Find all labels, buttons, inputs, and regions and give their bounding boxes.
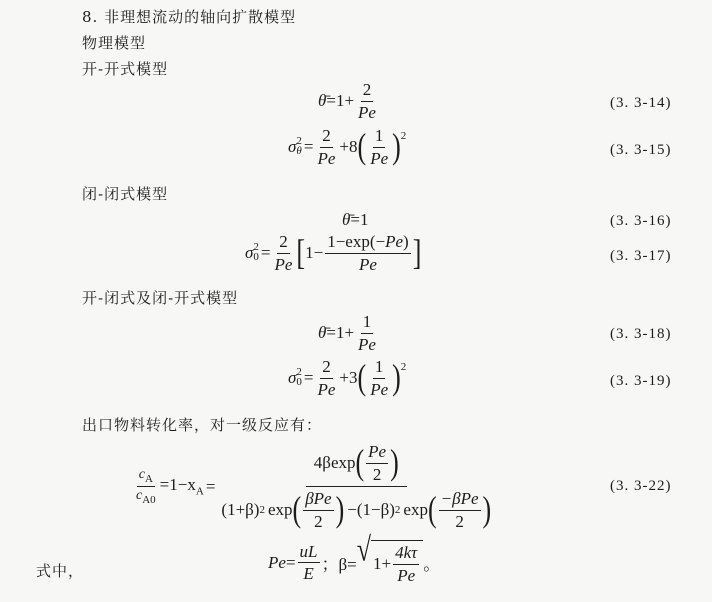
- fraction: [134, 467, 158, 507]
- sup: 2: [253, 241, 259, 254]
- square-root: [356, 530, 424, 585]
- numerator: 2: [320, 126, 333, 148]
- sub: 0: [296, 376, 302, 389]
- minus-one-minus-beta: −(1−β): [347, 500, 395, 520]
- eq-number: (3. 3-19): [610, 373, 672, 389]
- eq-op: =: [260, 243, 271, 263]
- fraction: [315, 126, 337, 168]
- eq-op: [160, 475, 204, 497]
- numerator: −βPe: [439, 489, 481, 511]
- fraction: [303, 489, 333, 531]
- right-paren: ): [392, 357, 401, 398]
- equation-3-3-22: [132, 442, 495, 531]
- equation-definitions: [268, 530, 441, 585]
- sup: 2: [296, 366, 302, 379]
- exp: exp: [403, 500, 428, 520]
- equation-3-3-19: [288, 357, 406, 399]
- fraction: [439, 489, 481, 531]
- section-heading: 8. 非理想流动的轴向扩散模型: [82, 8, 297, 26]
- numerator: [137, 467, 155, 487]
- fraction: [298, 542, 320, 584]
- fraction: [393, 543, 419, 585]
- sup: 2: [394, 503, 401, 516]
- minus-x: =1−x: [159, 475, 196, 495]
- sup: 2: [400, 361, 407, 373]
- fraction: [366, 442, 388, 484]
- semicolon-beta: ；β=: [321, 555, 357, 575]
- numerator: 1: [361, 312, 374, 334]
- eq-op: =1: [350, 210, 369, 229]
- fraction: [368, 357, 390, 399]
- left-bracket: [: [296, 232, 306, 273]
- eq-op: =: [303, 137, 314, 157]
- denominator: 2: [314, 511, 323, 531]
- numerator: 2: [361, 80, 374, 102]
- label-where: 式中，: [36, 562, 85, 580]
- left-paren: (: [427, 489, 437, 530]
- one-plus: 1+: [373, 554, 392, 574]
- fraction: [272, 232, 294, 274]
- denominator: Pe: [274, 254, 293, 274]
- c: c: [138, 466, 145, 482]
- theta-bar: θ̄: [318, 323, 327, 343]
- numerator: 1: [373, 357, 386, 379]
- denominator: Pe: [317, 148, 336, 168]
- equation-3-3-16: [342, 210, 368, 230]
- exp-term: 1−exp(−: [327, 232, 386, 251]
- denominator: Pe: [358, 102, 376, 122]
- numerator: 2: [277, 232, 290, 254]
- eq-number: (3. 3-15): [610, 142, 672, 158]
- sub: A0: [142, 493, 156, 506]
- denominator: Pe: [397, 565, 416, 585]
- equation-3-3-18: [318, 312, 380, 354]
- numerator: [325, 232, 411, 254]
- paren: ): [403, 232, 409, 251]
- denominator: Pe: [358, 334, 376, 354]
- sub: A: [144, 472, 153, 485]
- sup: 2: [259, 503, 265, 516]
- subheading-physical-model: 物理模型: [82, 34, 147, 52]
- equation-3-3-14: [318, 80, 380, 122]
- plus-term: +8: [339, 137, 358, 157]
- sub: θ: [296, 145, 302, 158]
- eq-number: (3. 3-22): [610, 478, 672, 494]
- equation-3-3-17: [245, 232, 421, 274]
- pe: Pe: [385, 232, 404, 251]
- denominator: Pe: [317, 379, 336, 399]
- eq-op: =: [303, 368, 314, 388]
- sup: 2: [400, 130, 407, 142]
- denominator: Pe: [358, 254, 377, 274]
- label-open-open: 开-开式模型: [82, 60, 169, 78]
- numerator: Pe: [366, 442, 388, 464]
- numerator: 4kτ: [393, 543, 419, 565]
- numerator: [306, 442, 407, 487]
- denominator: E: [303, 564, 314, 584]
- label-open-closed: 开-闭式及闭-开式模型: [82, 289, 239, 307]
- radical-sign: √: [356, 530, 372, 569]
- one-minus: 1−: [305, 243, 324, 263]
- eq-number: (3. 3-14): [610, 95, 672, 111]
- right-paren: ): [390, 442, 399, 483]
- right-paren: ): [392, 126, 401, 167]
- right-bracket: ]: [412, 232, 422, 273]
- fraction: [356, 80, 378, 122]
- label-conversion: 出口物料转化率，对一级反应有：: [82, 416, 323, 434]
- denominator: Pe: [370, 148, 389, 168]
- equation-3-3-15: [288, 126, 406, 168]
- left-paren: (: [292, 489, 302, 530]
- fraction: [368, 126, 390, 168]
- eq-number: (3. 3-16): [610, 213, 672, 229]
- numerator: βPe: [303, 489, 333, 511]
- denominator: 2: [455, 511, 464, 531]
- fraction: [325, 232, 411, 274]
- right-paren: ): [335, 489, 345, 530]
- sub: A: [195, 485, 204, 498]
- plus-term: +3: [339, 368, 358, 388]
- c: c: [136, 488, 143, 504]
- sub: 0: [253, 251, 259, 264]
- one-plus-beta: (1+β): [221, 500, 260, 520]
- eq-number: (3. 3-17): [610, 248, 672, 264]
- eq-op: =1+: [326, 323, 355, 343]
- exp: exp: [267, 500, 293, 520]
- sigma: σ: [288, 368, 297, 388]
- theta-bar: θ̄: [342, 210, 351, 229]
- eq-number: (3. 3-18): [610, 326, 672, 342]
- eq-op: =: [205, 476, 216, 496]
- left-paren: (: [357, 357, 367, 398]
- numerator: 2: [320, 357, 333, 379]
- right-paren: ): [482, 489, 492, 530]
- denominator: [219, 487, 493, 531]
- denominator: [134, 487, 158, 506]
- numerator: 1: [373, 126, 386, 148]
- period: 。: [423, 555, 441, 575]
- left-paren: (: [355, 442, 365, 483]
- numerator: uL: [298, 542, 320, 564]
- fraction: [356, 312, 378, 354]
- left-paren: (: [357, 126, 367, 167]
- eq-op: =: [285, 552, 296, 572]
- sigma: σ: [288, 137, 297, 157]
- denominator: Pe: [370, 379, 389, 399]
- big-fraction: [219, 442, 493, 531]
- label-closed-closed: 闭-闭式模型: [82, 185, 169, 203]
- fraction: [315, 357, 337, 399]
- radicand: [371, 540, 423, 585]
- eq-op: =1+: [326, 91, 355, 111]
- sup: 2: [296, 135, 302, 148]
- pe: Pe: [268, 552, 286, 572]
- four-beta-exp: 4βexp: [313, 453, 356, 473]
- theta-bar: θ̄: [318, 91, 327, 111]
- denominator: 2: [372, 464, 382, 484]
- sigma: σ: [245, 243, 254, 263]
